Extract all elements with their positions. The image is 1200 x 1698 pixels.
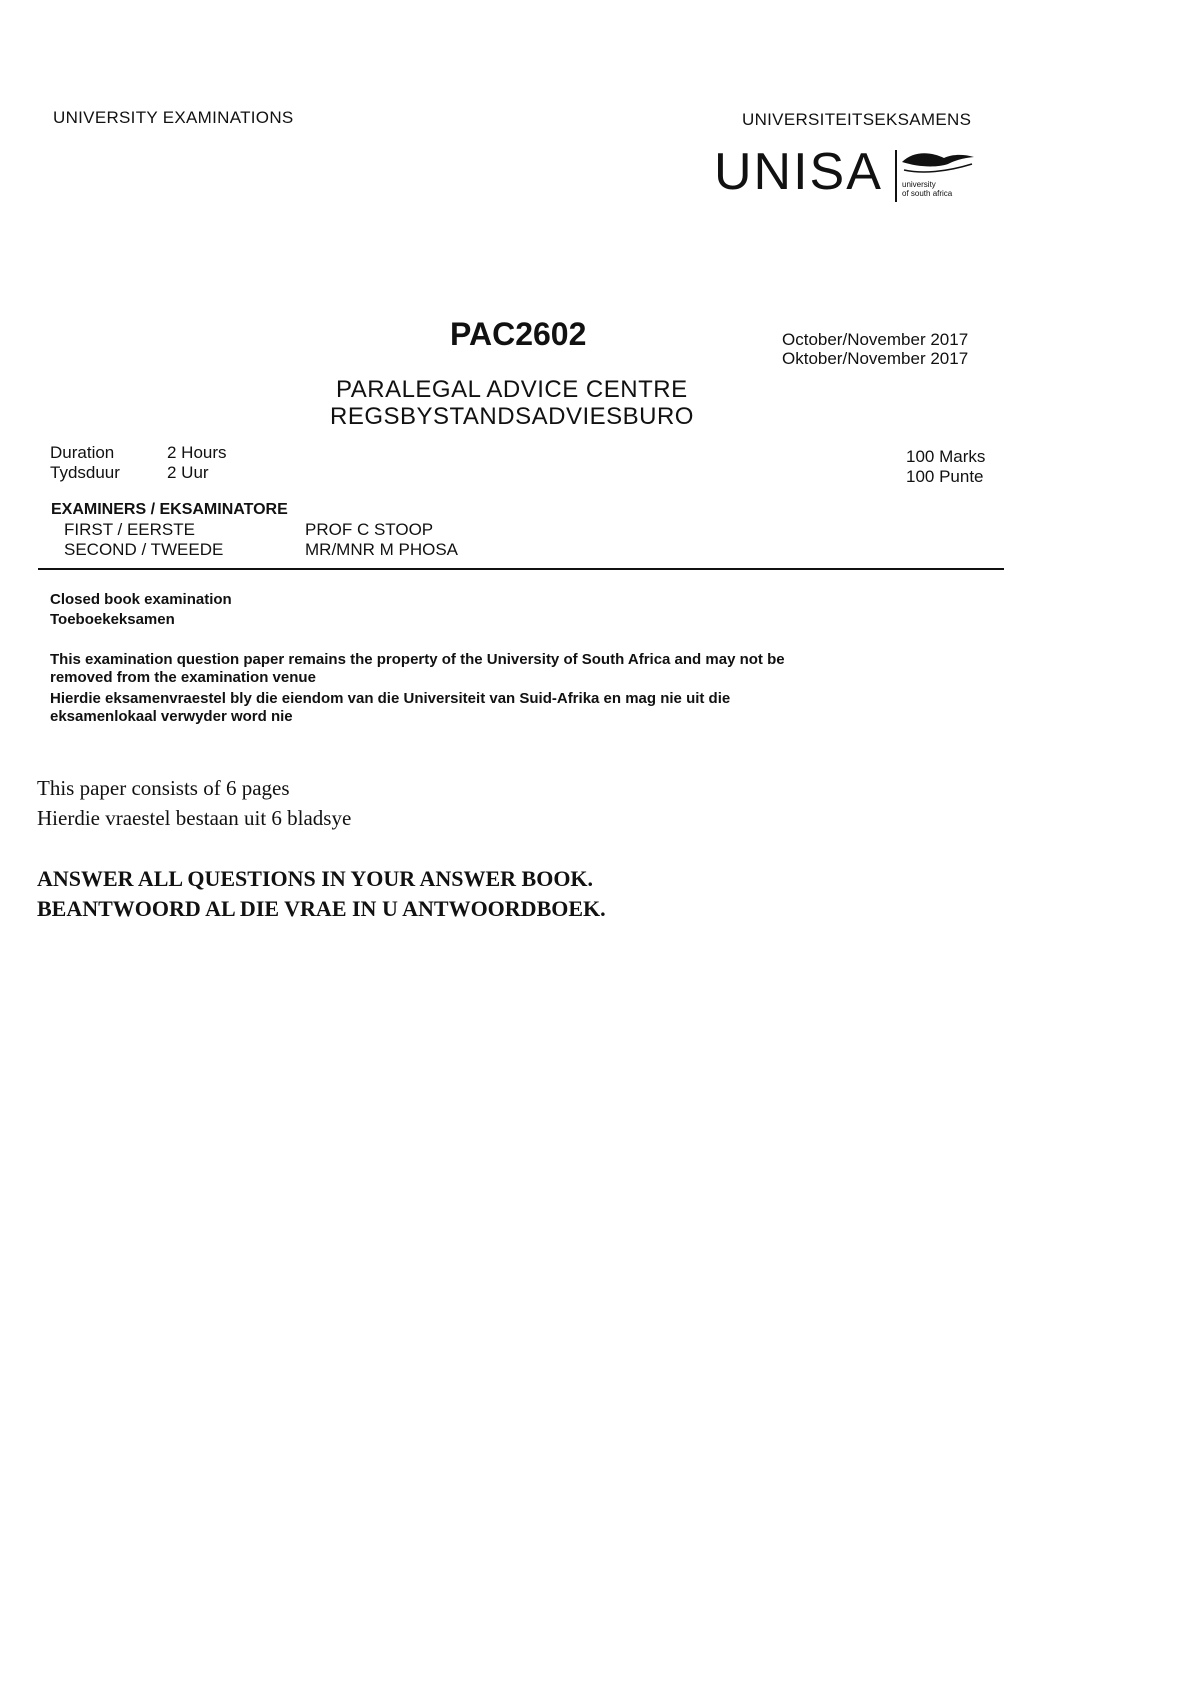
tydsduur-value: 2 Uur: [167, 463, 209, 482]
course-title-afrikaans: REGSBYSTANDSADVIESBURO: [330, 403, 694, 430]
page-count-afrikaans: Hierdie vraestel bestaan uit 6 bladsye: [37, 806, 352, 830]
first-examiner-role: FIRST / EERSTE: [64, 520, 195, 539]
logo-wordmark: UNISA: [714, 143, 883, 201]
duration-label: Duration: [50, 443, 115, 462]
logo-subtitle-south-africa: of south africa: [902, 189, 953, 198]
instruction-afrikaans: BEANTWOORD AL DIE VRAE IN U ANTWOORDBOEK.: [37, 896, 606, 921]
first-examiner-name: PROF C STOOP: [305, 520, 434, 539]
exam-date-english: October/November 2017: [782, 330, 969, 349]
property-notice-line: removed from the examination venue: [50, 669, 316, 686]
second-examiner-role: SECOND / TWEEDE: [64, 540, 224, 559]
header-divider: [38, 568, 1004, 570]
duration-value: 2 Hours: [167, 443, 227, 462]
page-count-english: This paper consists of 6 pages: [37, 776, 290, 800]
header-universiteitseksamens: UNIVERSITEITSEKSAMENS: [742, 110, 972, 129]
property-notice-line: Hierdie eksamenvraestel bly die eiendom van die Universiteit van Suid-Afrika en mag nie uit die: [50, 690, 731, 707]
exam-date-afrikaans: Oktober/November 2017: [782, 349, 969, 368]
closed-book-note-afrikaans: Toeboekeksamen: [50, 611, 175, 628]
property-notice-line: This examination question paper remains the property of the University of South Africa and may not be: [50, 651, 785, 668]
property-notice-line: eksamenlokaal verwyder word nie: [50, 708, 293, 725]
course-code: PAC2602: [450, 316, 587, 352]
logo-subtitle-university: university: [902, 180, 936, 189]
instruction-english: ANSWER ALL QUESTIONS IN YOUR ANSWER BOOK.: [37, 866, 594, 891]
examiners-heading: EXAMINERS / EKSAMINATORE: [51, 501, 288, 518]
total-marks-afrikaans: 100 Punte: [906, 467, 984, 486]
closed-book-note-english: Closed book examination: [50, 591, 232, 608]
course-title-english: PARALEGAL ADVICE CENTRE: [336, 376, 688, 403]
total-marks-english: 100 Marks: [906, 447, 986, 466]
unisa-logo: [714, 143, 984, 206]
second-examiner-name: MR/MNR M PHOSA: [305, 540, 458, 559]
tydsduur-label: Tydsduur: [50, 463, 120, 482]
header-university-examinations: UNIVERSITY EXAMINATIONS: [53, 108, 294, 127]
